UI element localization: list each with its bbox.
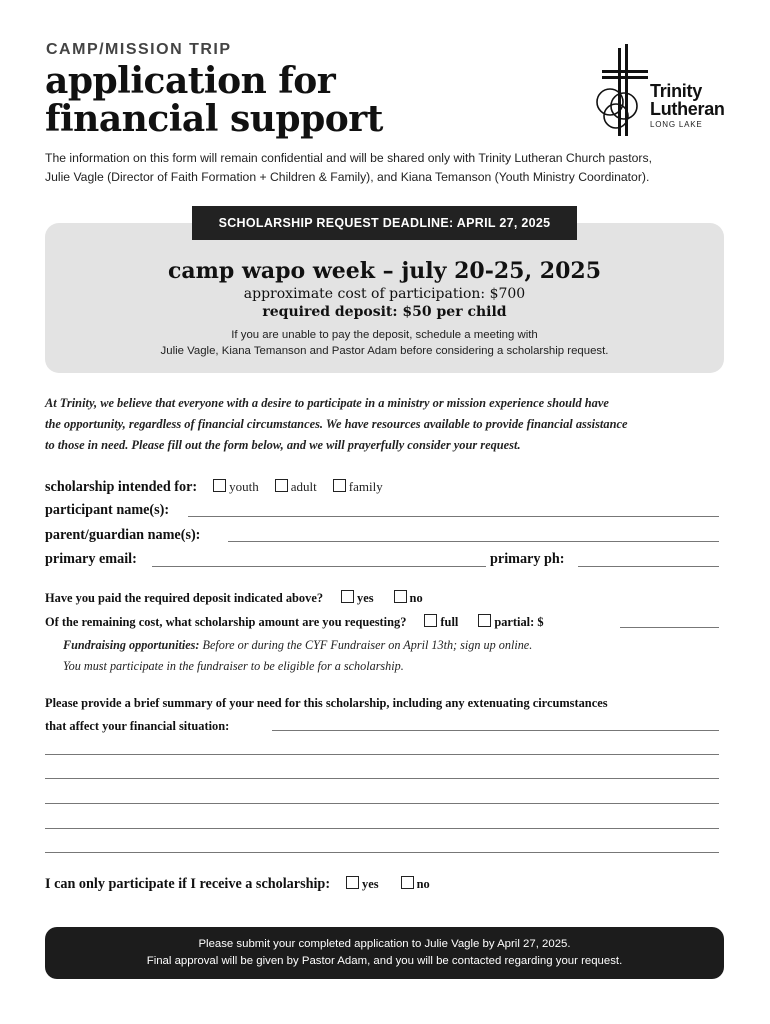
intro-line-1: The information on this form will remain confidential and will be shared only with Trinity Lutheran Church pastors,: [45, 151, 652, 165]
summary-field-4[interactable]: [45, 803, 719, 804]
deposit-no-option[interactable]: [394, 591, 423, 605]
intro-text: [45, 149, 735, 187]
submission-footer: [45, 927, 724, 979]
summary-field-2[interactable]: [45, 754, 719, 755]
summary-field-6[interactable]: [45, 852, 719, 853]
only-yes-checkbox[interactable]: [346, 876, 359, 889]
intro-line-2: Julie Vagle (Director of Faith Formation + Children & Family), and Kiana Temanson (Youth Ministry Coordinator).: [45, 170, 650, 184]
participant-label: participant name(s):: [45, 502, 170, 518]
full-checkbox[interactable]: [424, 614, 437, 627]
partial-amount-field[interactable]: [620, 627, 719, 628]
participant-field[interactable]: [188, 516, 719, 517]
only-yes-option[interactable]: [346, 877, 379, 891]
deposit-yes-checkbox[interactable]: [341, 590, 354, 603]
mission-line-3: to those in need. Please fill out the form below, and we will prayerfully consider your request.: [45, 438, 521, 452]
guardian-label: parent/guardian name(s):: [45, 527, 201, 543]
title-line-2: financial support: [45, 98, 383, 140]
footer-line-1: Please submit your completed application to Julie Vagle by April 27, 2025.: [198, 938, 571, 950]
summary-line-1: Please provide a brief summary of your need for this scholarship, including any extenuating circumstances: [45, 696, 608, 710]
title-line-1: application for: [45, 60, 336, 102]
fundraising-note: [63, 635, 532, 677]
only-no-option[interactable]: [401, 877, 430, 891]
deposit-note-line-2: Julie Vagle, Kiana Temanson and Pastor Adam before considering a scholarship request.: [160, 345, 609, 357]
logo-line-2: Lutheran: [650, 99, 725, 119]
amount-question: Of the remaining cost, what scholarship amount are you requesting?: [45, 615, 407, 629]
partial-option[interactable]: [478, 615, 543, 629]
deposit-text: required deposit: $50 per child: [262, 304, 507, 320]
deposit-note-line-1: If you are unable to pay the deposit, schedule a meeting with: [231, 329, 538, 341]
adult-checkbox[interactable]: [275, 479, 288, 492]
fundraising-text: Before or during the CYF Fundraiser on April 13th; sign up online.: [199, 638, 533, 652]
mission-statement: [45, 393, 730, 456]
deposit-no-label: no: [409, 591, 423, 605]
family-label: family: [348, 479, 383, 494]
page-title: [45, 62, 383, 138]
church-logo: [594, 44, 734, 140]
footer-line-2: Final approval will be given by Pastor Adam, and you will be contacted regarding your request.: [146, 955, 623, 967]
mission-line-2: the opportunity, regardless of financial circumstances. We have resources available to provide financial assistance: [45, 417, 628, 431]
full-option[interactable]: [424, 615, 458, 629]
summary-prompt: [45, 692, 730, 738]
eyebrow-label: CAMP/MISSION TRIP: [46, 41, 232, 58]
fundraising-label: Fundraising opportunities:: [63, 638, 200, 652]
summary-field-5[interactable]: [45, 828, 719, 829]
intended-for-label: scholarship intended for:: [45, 479, 198, 495]
only-yes-label: yes: [362, 877, 379, 891]
guardian-field[interactable]: [228, 541, 719, 542]
deposit-note: [45, 327, 724, 359]
deposit-question-row: [45, 589, 423, 607]
partial-checkbox[interactable]: [478, 614, 491, 627]
deposit-yes-label: yes: [357, 591, 374, 605]
full-label: full: [440, 615, 459, 629]
youth-checkbox[interactable]: [213, 479, 226, 492]
only-participate-row: [45, 875, 430, 893]
cost-text: approximate cost of participation: $700: [243, 286, 526, 302]
fundraising-requirement: You must participate in the fundraiser to be eligible for a scholarship.: [63, 659, 404, 673]
partial-label: partial: $: [494, 615, 544, 629]
camp-name: camp wapo week – july 20-25, 2025: [167, 258, 602, 284]
youth-label: youth: [229, 479, 259, 494]
logo-sub: LONG LAKE: [650, 120, 703, 129]
deposit-question: Have you paid the required deposit indicated above?: [45, 591, 324, 605]
summary-field-1[interactable]: [272, 730, 719, 731]
only-no-checkbox[interactable]: [401, 876, 414, 889]
phone-field[interactable]: [578, 566, 719, 567]
option-adult[interactable]: [275, 479, 317, 494]
email-field[interactable]: [152, 566, 486, 567]
phone-label: primary ph:: [490, 551, 565, 567]
only-participate-question: I can only participate if I receive a scholarship:: [45, 876, 331, 892]
family-checkbox[interactable]: [333, 479, 346, 492]
option-youth[interactable]: [213, 479, 259, 494]
cross-circles-logo-icon: [594, 44, 654, 140]
only-no-label: no: [416, 877, 430, 891]
logo-line-1: Trinity: [650, 81, 702, 101]
email-label: primary email:: [45, 551, 137, 567]
summary-field-3[interactable]: [45, 778, 719, 779]
deposit-no-checkbox[interactable]: [394, 590, 407, 603]
option-family[interactable]: [333, 479, 383, 494]
deposit-yes-option[interactable]: [341, 591, 374, 605]
intended-for-row: [45, 478, 395, 496]
adult-label: adult: [290, 479, 317, 494]
amount-question-row: [45, 613, 544, 631]
summary-line-2: that affect your financial situation:: [45, 719, 230, 733]
deadline-banner: SCHOLARSHIP REQUEST DEADLINE: APRIL 27, 2025: [192, 206, 577, 240]
mission-line-1: At Trinity, we believe that everyone with a desire to participate in a ministry or mission experience should have: [45, 396, 609, 410]
